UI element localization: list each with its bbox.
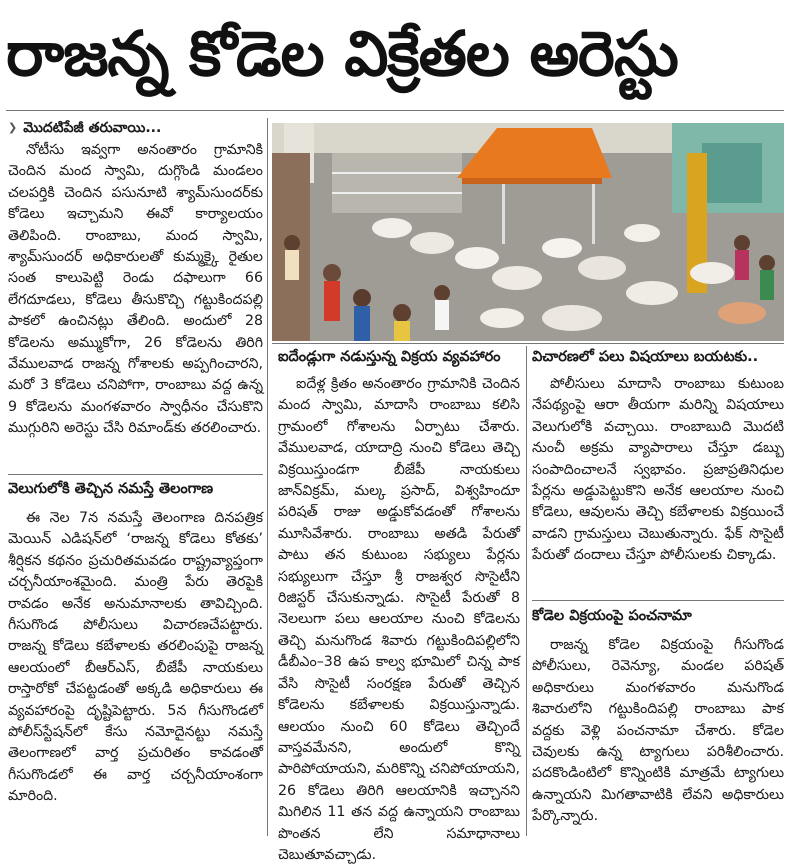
namaste-paragraph: ఈ నెల 7న నమస్తే తెలంగాణ దినపత్రిక మెయిన్ ఎడిషన్‌లో ‘రాజన్న కోడెలు కోతకు’ శీర్షికన కథనం ప్రచురితమవడం రాష్ట్రవ్యాప్తంగా చర్చనీయాంశమైంది. మంత్రి పేరు తెరపైకి రావడం అనేక అనుమానాలకు తావిచ్చింది. గీసుగొండ పోలీసులు విచారణచేపట్టారు. రాజన్న కోడెలు కబేళాలకు తరలింపుపై రాజన్న ఆలయంలో బీఆర్ఎస్, బీజేపీ నాయకులు రాస్తారోకో చేపట్టడంతో అక్కడి అధికారులు ఈ వ్యవహారంపై దృష్టిపెట్టారు. 5న గీసుగొండలో పోలీస్‌స్టేషన్‌లో కేసు నమోదైనట్టు నమస్తే తెలంగాణలో వార్త ప్రచురితం కావడంతో గీసుగొండలో ఈ వార్త చర్చనీయాంశంగా మారింది. xyxy=(8,510,263,805)
column-divider-2 xyxy=(526,346,527,836)
goshala-cattle-photo xyxy=(272,123,784,341)
column-divider xyxy=(267,118,268,836)
section-heading-panchanama: కోడెల విక్రయంపై పంచనామా xyxy=(532,608,692,624)
column-2-body xyxy=(278,374,520,863)
section-rule-3 xyxy=(532,600,784,601)
continuation-label xyxy=(8,117,263,139)
column-1-lower xyxy=(8,508,263,830)
column-1-body xyxy=(8,140,263,470)
headline: రాజన్న కోడెల విక్రేతల అరెస్టు xyxy=(6,17,678,90)
section-heading-trade: ఐదేండ్లుగా నడుస్తున్న విక్రయ వ్యవహారం xyxy=(278,349,501,365)
chevron-right-icon: ❯ xyxy=(8,121,18,134)
continuation-paragraph: నోటీసు ఇవ్వగా అనంతారం గ్రామానికి చెందిన మంద స్వామి, దుగ్గొండి మండలం చలపర్తికి చెందిన పసునూటి శ్యామ్‌సుందర్‌కు కోడెలు ఇచ్చామని ఈవో కార్యాలయం తెలిపింది. రాంబాబు, మంద స్వామి, శ్యామ్‌సుందర్ అధికారులతో కుమ్మక్కై రైతుల సంత కాలుపెట్టి రెండు దఫాలుగా 66 లేగదూడలు, కోడెలు తీసుకొచ్చి గట్టుకిందపల్లి పాకలో ఉంచినట్లు తేలింది. అందులో 28 కోడెలను అమ్ముకోగా, 26 కోడెలను తిరిగి వేములవాడ రాజన్న గోశాలకు అప్పగించారని, మరో 3 కోడెలు చనిపోగా, రాంబాబు వద్ద ఉన్న 9 కోడెలను మంగళవారం స్వాధీనం చేసుకొని ముగ్గురిని అరెస్టు చేసి రిమాండ్‌కు తరలించారు. xyxy=(8,142,263,437)
news-photo xyxy=(272,123,784,341)
section-heading-namaste: వెలుగులోకి తెచ్చిన నమస్తే తెలంగాణ xyxy=(8,481,214,497)
panchanama-paragraph: రాజన్న కోడెల విక్రయంపై గీసుగొండ పోలీసులు, రెవెన్యూ, మండల పరిషత్ అధికారులు మంగళవారం మనుగొండ శివారులోని గట్టుకిందిపల్లి రాంబాబు పాక వద్దకు వెళ్లి పంచనామా చేశారు. కోడెల చెవులకు ఉన్న ట్యాగులు పరిశీలించారు. పదకొండింటిలో కొన్నింటికి మాత్రమే ట్యాగులు ఉన్నాయని మిగతావాటికి లేవని అధికారులు పేర్కొన్నారు. xyxy=(532,637,784,825)
headline-rule xyxy=(6,110,784,111)
section-rule xyxy=(8,474,263,475)
column-3-lower xyxy=(532,635,784,833)
column-3-body xyxy=(532,374,784,594)
continuation-label-text: మొదటిపేజీ తరువాయి... xyxy=(23,120,162,136)
photo-rule xyxy=(272,343,784,344)
probe-paragraph: పోలీసులు మాదాసి రాంబాబు కుటుంబ నేపథ్యంపై ఆరా తీయగా మరిన్ని విషయాలు వెలుగులోకి వచ్చాయి. రాంబాబుది మొదటి నుంచీ అక్రమ వ్యాపారాలు చేస్తూ డబ్బు సంపాదించాలనే స్వభావం. ప్రజాప్రతినిధుల పేర్లను అడ్డుపెట్టుకొని అనేక ఆలయాల నుంచి కోడెలు, ఆవులను తెచ్చి కబేళాలకు విక్రయించే వాడని గ్రామస్తులు చెబుతున్నారు. ఫేక్ సొసైటీ పేరుతో దందాలు చేస్తూ పోలీసులకు చిక్కాడు. xyxy=(532,376,784,564)
section-heading-probe: విచారణలో పలు విషయాలు బయటకు.. xyxy=(532,349,759,365)
trade-paragraph: ఐదేళ్ల క్రితం అనంతారం గ్రామానికి చెందిన మంద స్వామి, మాదాసి రాంబాబు కలిసి గ్రామంలో గోశాలను ఏర్పాటు చేశారు. వేములవాడ, యాదాద్రి నుంచి కోడెలు తెచ్చి విక్రయిస్తుండగా బీజేపీ నాయకులు జాన్‌విక్రమ్, మల్క ప్రసాద్, విశ్వహిందూ పరిషత్ రాజు అడ్డుకోవడంతో గోశాలను మూసివేశారు. రాంబాబు అతడి పేరుతో పాటు తన కుటుంబ సభ్యులు పేర్లను సభ్యులుగా చేస్తూ శ్రీ రాజశ్వర సొసైటీని రిజిస్టర్ చేసుకున్నాడు. సొసైటీ పేరుతో 8 నెలలుగా పలు ఆలయాల నుంచి కోడెలను తెచ్చి మనుగొండ శివారు గట్టుకిందిపల్లిలోని డీబీఎం–38 ఉప కాల్వ భూమిలో చిన్న పాక వేసి సొసైటీ సంరక్షణ పేరుతో తెచ్చిన కోడెలను కబేళాలకు విక్రయిస్తున్నాడు. ఆలయం నుంచి 60 కోడెలు తెచ్చిందే వాస్తవమేనని, అందులో కొన్ని పారిపోయాయని, మరికొన్ని చనిపోయాయని, 26 కోడెలు తిరిగి ఆలయానికి ఇచ్చానని మిగిలిన 11 తన వద్ద ఉన్నాయని రాంబాబు పొంతన లేని సమాధానాలు చెబుతూవచ్చాడు. xyxy=(278,376,520,863)
